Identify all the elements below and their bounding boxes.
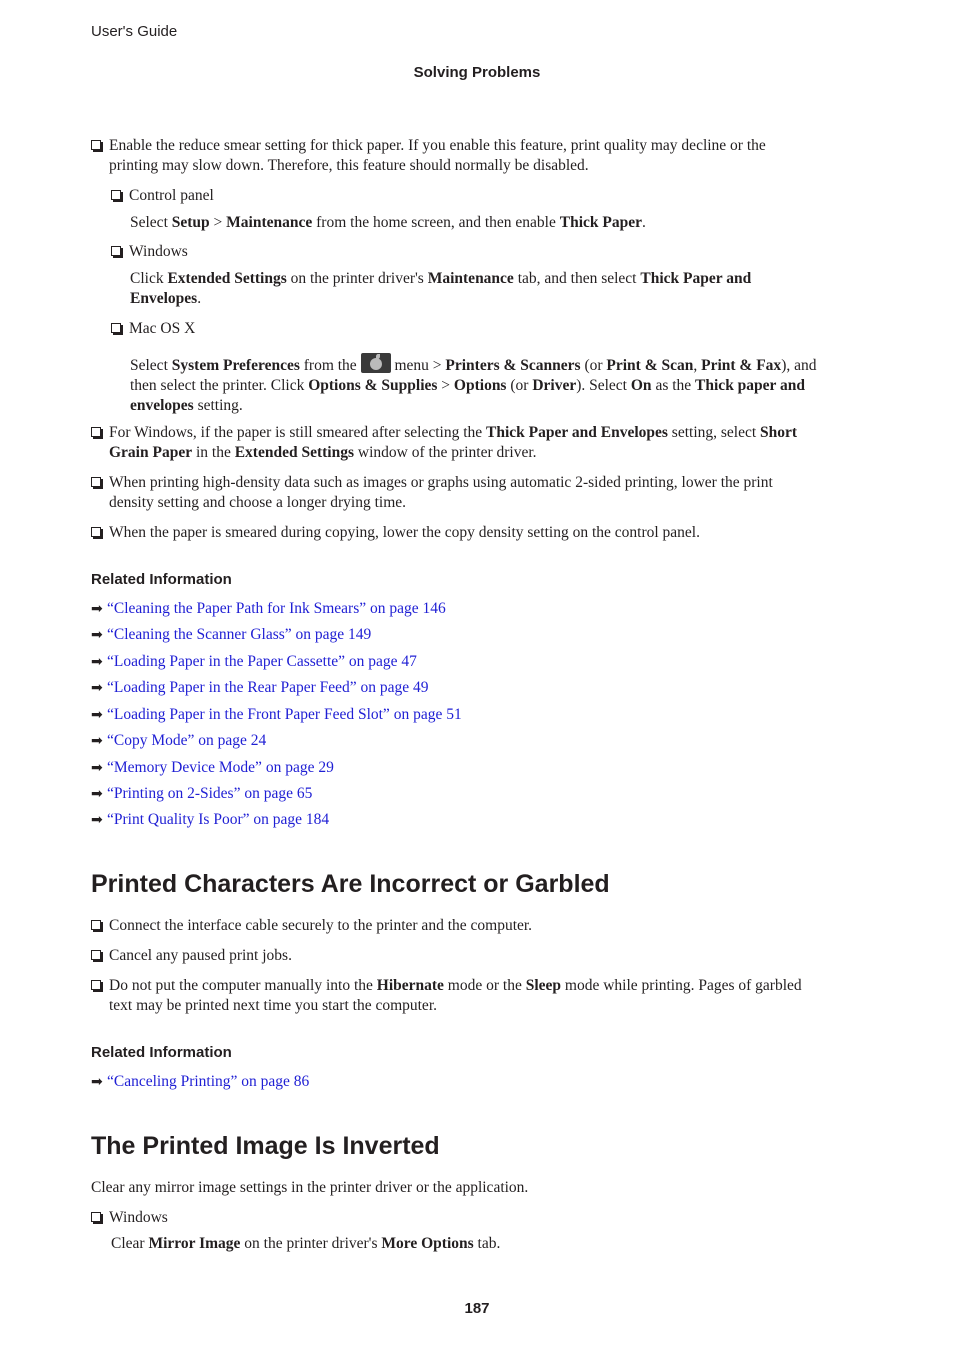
checkbox-bullet-icon bbox=[111, 246, 121, 256]
related-link[interactable]: ➡ “Copy Mode” on page 24 bbox=[91, 732, 267, 749]
guide-title: User's Guide bbox=[91, 23, 178, 40]
sub-list-item: Windows bbox=[111, 242, 188, 262]
checkbox-bullet-icon bbox=[91, 527, 101, 537]
related-link[interactable]: ➡ “Memory Device Mode” on page 29 bbox=[91, 759, 334, 776]
checkbox-bullet-icon bbox=[111, 323, 121, 333]
arrow-right-icon: ➡ bbox=[91, 760, 103, 776]
instruction-text: Click Extended Settings on the printer driver's Maintenance tab, and then select Thick Paper and Envelopes. bbox=[130, 270, 752, 307]
related-link[interactable]: ➡ “Print Quality Is Poor” on page 184 bbox=[91, 811, 330, 828]
section-heading: The Printed Image Is Inverted bbox=[91, 1132, 440, 1160]
list-item: Enable the reduce smear setting for thick paper. If you enable this feature, print quality may decline or the printing may slow down. Therefore, this feature should normally be disabled. bbox=[91, 136, 766, 176]
page-number: 187 bbox=[464, 1300, 490, 1317]
arrow-right-icon: ➡ bbox=[91, 812, 103, 828]
arrow-right-icon: ➡ bbox=[91, 786, 103, 802]
arrow-right-icon: ➡ bbox=[91, 733, 103, 749]
sub-list-item: Mac OS X bbox=[111, 319, 195, 339]
list-item: When printing high-density data such as images or graphs using automatic 2-sided printing, lower the print density setting and choose a longer drying time. bbox=[91, 473, 773, 513]
checkbox-bullet-icon bbox=[91, 950, 101, 960]
related-link[interactable]: ➡ “Printing on 2-Sides” on page 65 bbox=[91, 785, 313, 802]
related-link[interactable]: ➡ “Canceling Printing” on page 86 bbox=[91, 1073, 310, 1090]
checkbox-bullet-icon bbox=[91, 980, 101, 990]
paragraph: Clear any mirror image settings in the printer driver or the application. bbox=[91, 1179, 529, 1196]
list-item: Do not put the computer manually into the Hibernate mode or the Sleep mode while printing. Pages of garbled text may be printed next time you start the computer. bbox=[91, 976, 802, 1016]
checkbox-bullet-icon bbox=[91, 140, 101, 150]
related-link[interactable]: ➡ “Cleaning the Scanner Glass” on page 149 bbox=[91, 626, 372, 643]
arrow-right-icon: ➡ bbox=[91, 601, 103, 617]
list-item: Connect the interface cable securely to the printer and the computer. bbox=[91, 916, 532, 936]
instruction-text: Clear Mirror Image on the printer driver's More Options tab. bbox=[111, 1235, 501, 1252]
related-information-heading: Related Information bbox=[91, 1044, 232, 1061]
apple-menu-icon bbox=[361, 353, 391, 373]
sub-list-item: Control panel bbox=[111, 186, 214, 206]
section-title: Solving Problems bbox=[413, 64, 541, 81]
arrow-right-icon: ➡ bbox=[91, 680, 103, 696]
arrow-right-icon: ➡ bbox=[91, 707, 103, 723]
related-information-heading: Related Information bbox=[91, 571, 232, 588]
list-item: When the paper is smeared during copying, lower the copy density setting on the control panel. bbox=[91, 523, 700, 543]
checkbox-bullet-icon bbox=[91, 920, 101, 930]
checkbox-bullet-icon bbox=[91, 427, 101, 437]
arrow-right-icon: ➡ bbox=[91, 627, 103, 643]
arrow-right-icon: ➡ bbox=[91, 654, 103, 670]
instruction-text: Select System Preferences from the menu > Printers & Scanners (or Print & Scan, Print & Fax), and then select the printer. Click Options & Supplies > Options (or Driver). Select On as the Thick paper and envelopes setting. bbox=[130, 353, 816, 416]
related-link[interactable]: ➡ “Loading Paper in the Paper Cassette” on page 47 bbox=[91, 653, 417, 670]
checkbox-bullet-icon bbox=[91, 477, 101, 487]
arrow-right-icon: ➡ bbox=[91, 1074, 103, 1090]
list-item: Cancel any paused print jobs. bbox=[91, 946, 292, 966]
checkbox-bullet-icon bbox=[91, 1212, 101, 1222]
checkbox-bullet-icon bbox=[111, 190, 121, 200]
related-link[interactable]: ➡ “Loading Paper in the Rear Paper Feed” on page 49 bbox=[91, 679, 429, 696]
related-link[interactable]: ➡ “Loading Paper in the Front Paper Feed Slot” on page 51 bbox=[91, 706, 462, 723]
section-heading: Printed Characters Are Incorrect or Garbled bbox=[91, 870, 610, 898]
instruction-text: Select Setup > Maintenance from the home screen, and then enable Thick Paper. bbox=[130, 214, 646, 231]
related-link[interactable]: ➡ “Cleaning the Paper Path for Ink Smears” on page 146 bbox=[91, 600, 446, 617]
list-item: Windows bbox=[91, 1208, 168, 1228]
list-item: For Windows, if the paper is still smeared after selecting the Thick Paper and Envelopes setting, select Short Grain Paper in the Extended Settings window of the printer driver. bbox=[91, 423, 797, 463]
